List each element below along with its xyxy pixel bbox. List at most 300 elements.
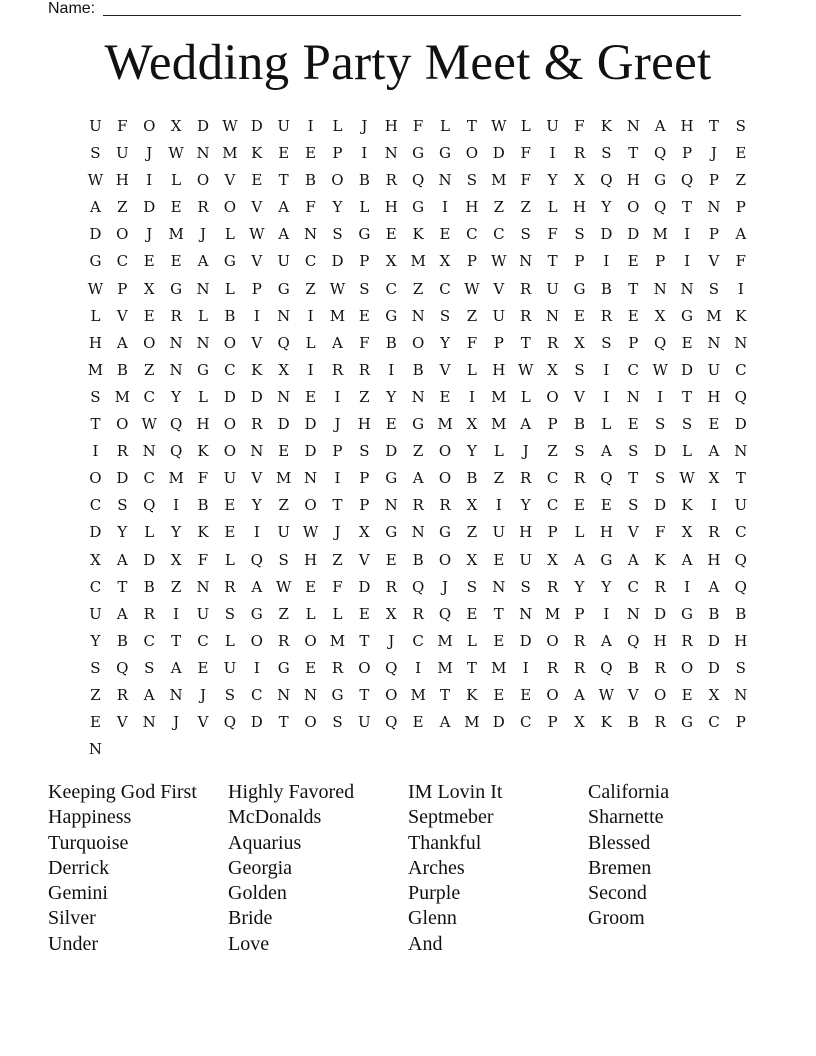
grid-letter: Q <box>734 550 747 569</box>
grid-letter: W <box>464 279 480 298</box>
grid-letter: C <box>251 685 263 704</box>
grid-letter: C <box>735 360 747 379</box>
grid-letter: Z <box>493 469 505 488</box>
grid-letter: G <box>681 713 694 732</box>
grid-letter: N <box>653 279 667 298</box>
grid-letter: R <box>143 604 155 623</box>
grid-letter: S <box>574 360 585 379</box>
grid-letter: K <box>654 550 666 569</box>
grid-letter: K <box>251 144 263 163</box>
grid-letter: F <box>197 469 209 488</box>
grid-letter: W <box>652 360 668 379</box>
grid-letter: E <box>197 658 209 677</box>
grid-letter: C <box>466 225 478 244</box>
grid-letter: Z <box>412 279 424 298</box>
grid-letter: K <box>412 225 424 244</box>
grid-letter: G <box>385 469 398 488</box>
grid-letter: I <box>737 279 744 298</box>
grid-letter: D <box>654 442 667 461</box>
grid-letter: H <box>384 117 398 135</box>
grid-letter: C <box>89 496 102 515</box>
grid-letter: I <box>334 469 341 488</box>
grid-letter: S <box>278 550 289 569</box>
grid-letter: P <box>547 415 558 434</box>
grid-letter: G <box>600 550 613 569</box>
grid-letter: M <box>706 306 722 325</box>
word-list-item: Happiness <box>48 806 132 829</box>
grid-letter: S <box>574 442 585 461</box>
grid-letter: N <box>277 306 291 325</box>
grid-letter: J <box>146 144 153 163</box>
grid-letter: R <box>116 442 128 461</box>
grid-letter: N <box>492 577 506 596</box>
grid-letter: R <box>600 306 613 325</box>
grid-letter: C <box>519 713 532 732</box>
grid-letter: R <box>197 198 209 217</box>
grid-letter: I <box>334 387 341 406</box>
grid-letter: H <box>707 387 721 406</box>
grid-letter: A <box>116 333 128 352</box>
grid-letter: L <box>198 306 208 325</box>
word-list-item: Second <box>588 882 647 905</box>
grid-letter: H <box>196 415 210 434</box>
grid-letter: K <box>600 117 612 135</box>
grid-letter: G <box>250 604 263 623</box>
grid-letter: A <box>143 685 155 704</box>
grid-letter: A <box>332 333 343 352</box>
grid-letter: G <box>89 252 102 271</box>
grid-letter: S <box>735 658 746 677</box>
grid-letter: N <box>196 144 210 163</box>
grid-letter: B <box>466 469 478 488</box>
grid-letter: E <box>466 604 478 623</box>
grid-letter: K <box>251 360 263 379</box>
grid-letter: P <box>493 333 504 352</box>
grid-letter: Z <box>278 496 289 515</box>
word-list-item: California <box>588 781 670 803</box>
grid-letter: O <box>196 171 210 190</box>
grid-letter: Z <box>117 198 128 217</box>
grid-letter: Q <box>385 658 398 677</box>
grid-letter: E <box>305 387 317 406</box>
grid-letter: Q <box>116 658 129 677</box>
grid-letter: R <box>412 496 424 515</box>
grid-letter: N <box>707 333 721 352</box>
grid-letter: R <box>520 469 532 488</box>
grid-letter: L <box>224 279 235 298</box>
grid-letter: K <box>197 442 209 461</box>
grid-letter: T <box>708 117 719 135</box>
grid-letter: Z <box>547 442 558 461</box>
grid-letter: T <box>278 171 289 190</box>
grid-letter: A <box>574 685 585 704</box>
grid-letter: D <box>627 225 640 244</box>
grid-letter: M <box>410 252 426 271</box>
grid-letter: J <box>200 225 207 244</box>
grid-letter: G <box>573 279 586 298</box>
grid-letter: N <box>519 604 533 623</box>
grid-letter: A <box>600 631 612 650</box>
grid-letter: C <box>546 496 559 515</box>
word-list-item: Sharnette <box>588 806 664 829</box>
grid-letter: R <box>546 333 559 352</box>
grid-letter: H <box>626 171 640 190</box>
grid-letter: F <box>117 117 128 135</box>
grid-letter: U <box>277 117 290 135</box>
grid-letter: W <box>87 279 104 298</box>
grid-letter: Q <box>277 333 290 352</box>
grid-letter: I <box>603 604 610 623</box>
grid-letter: S <box>439 306 451 325</box>
grid-letter: K <box>600 713 612 732</box>
grid-letter: A <box>90 198 101 217</box>
grid-letter: L <box>493 442 504 461</box>
grid-letter: E <box>251 171 263 190</box>
word-list-item: Turquoise <box>48 831 129 854</box>
grid-letter: R <box>654 577 666 596</box>
grid-letter: H <box>465 198 479 217</box>
grid-letter: Q <box>169 442 183 461</box>
grid-letter: N <box>519 252 533 271</box>
grid-letter: L <box>466 631 477 650</box>
grid-letter: V <box>197 713 209 732</box>
grid-letter: I <box>603 387 610 406</box>
grid-letter: R <box>278 631 290 650</box>
grid-letter: I <box>657 387 664 406</box>
grid-letter: G <box>412 198 425 217</box>
grid-letter: H <box>653 631 667 650</box>
grid-letter: B <box>116 631 128 650</box>
grid-letter: L <box>440 117 450 135</box>
grid-letter: E <box>627 415 639 434</box>
grid-letter: O <box>304 713 317 732</box>
grid-letter: S <box>601 144 612 163</box>
grid-letter: U <box>277 252 290 271</box>
grid-letter: L <box>520 387 531 406</box>
grid-letter: S <box>655 415 666 434</box>
grid-letter: E <box>708 415 720 434</box>
grid-letter: Q <box>653 198 667 217</box>
grid-letter: F <box>305 198 316 217</box>
grid-letter: D <box>223 387 236 406</box>
grid-letter: R <box>573 144 586 163</box>
grid-letter: R <box>331 360 344 379</box>
grid-letter: E <box>305 658 317 677</box>
grid-letter: T <box>628 469 639 488</box>
grid-letter: E <box>305 577 317 596</box>
grid-letter: V <box>251 469 263 488</box>
grid-letter: T <box>628 279 639 298</box>
grid-letter: J <box>522 442 529 461</box>
grid-letter: Y <box>386 387 397 406</box>
grid-letter: O <box>546 685 559 704</box>
grid-letter: W <box>222 117 238 135</box>
grid-letter: G <box>331 685 344 704</box>
grid-letter: E <box>681 685 693 704</box>
grid-letter: P <box>251 279 262 298</box>
grid-letter: I <box>146 171 153 190</box>
grid-letter: Q <box>250 550 263 569</box>
grid-letter: N <box>626 604 640 623</box>
grid-letter: S <box>628 496 639 515</box>
grid-letter: N <box>680 279 694 298</box>
grid-letter: Q <box>600 469 613 488</box>
grid-letter: D <box>600 225 613 244</box>
grid-letter: I <box>415 658 422 677</box>
grid-letter: F <box>654 523 666 542</box>
grid-letter: S <box>144 658 155 677</box>
grid-letter: Z <box>466 306 478 325</box>
grid-letter: N <box>196 577 210 596</box>
grid-letter: X <box>547 550 558 569</box>
grid-letter: P <box>735 198 746 217</box>
grid-letter: C <box>224 360 236 379</box>
grid-letter: G <box>439 144 452 163</box>
grid-letter: P <box>332 442 343 461</box>
grid-letter: S <box>359 279 370 298</box>
grid-letter: O <box>653 685 667 704</box>
grid-letter: F <box>520 144 531 163</box>
grid-letter: A <box>708 577 720 596</box>
grid-letter: F <box>547 225 558 244</box>
grid-letter: I <box>522 658 529 677</box>
grid-letter: O <box>546 387 559 406</box>
grid-letter: W <box>168 144 184 163</box>
grid-letter: I <box>307 117 314 135</box>
grid-letter: R <box>708 523 720 542</box>
grid-letter: F <box>359 333 370 352</box>
grid-letter: E <box>735 144 747 163</box>
grid-letter: B <box>600 279 612 298</box>
grid-letter: L <box>305 604 316 623</box>
grid-letter: H <box>357 415 371 434</box>
grid-letter: Y <box>601 577 612 596</box>
grid-letter: Z <box>412 442 424 461</box>
grid-letter: V <box>251 333 263 352</box>
grid-letter: V <box>116 713 128 732</box>
grid-letter: T <box>682 387 693 406</box>
grid-letter: G <box>358 225 371 244</box>
grid-letter: E <box>385 550 397 569</box>
grid-letter: R <box>385 171 397 190</box>
grid-letter: L <box>224 225 235 244</box>
grid-letter: X <box>574 171 585 190</box>
grid-letter: G <box>681 604 694 623</box>
grid-letter: O <box>627 198 640 217</box>
grid-letter: B <box>385 333 397 352</box>
grid-letter: S <box>90 387 101 406</box>
grid-letter: A <box>574 550 585 569</box>
grid-letter: J <box>334 523 341 542</box>
grid-letter: G <box>385 523 398 542</box>
grid-letter: R <box>331 658 344 677</box>
grid-letter: M <box>168 469 184 488</box>
grid-letter: R <box>654 713 666 732</box>
word-list-item: Love <box>228 932 270 955</box>
grid-letter: Z <box>170 577 182 596</box>
grid-letter: Z <box>278 604 289 623</box>
grid-letter: L <box>332 604 343 623</box>
grid-letter: Z <box>305 279 316 298</box>
grid-letter: L <box>601 415 612 434</box>
grid-letter: Z <box>332 550 343 569</box>
grid-letter: N <box>250 442 264 461</box>
grid-letter: Y <box>171 523 182 542</box>
grid-letter: N <box>734 442 748 461</box>
grid-letter: I <box>173 496 180 515</box>
grid-letter: R <box>412 604 424 623</box>
grid-letter: E <box>412 713 424 732</box>
grid-letter: B <box>573 415 585 434</box>
grid-letter: P <box>332 144 343 163</box>
grid-letter: P <box>574 252 585 271</box>
grid-letter: U <box>358 713 371 732</box>
grid-letter: A <box>735 225 747 244</box>
grid-letter: F <box>332 577 343 596</box>
grid-letter: T <box>440 685 451 704</box>
grid-letter: K <box>681 496 693 515</box>
grid-letter: K <box>197 523 209 542</box>
grid-letter: Y <box>90 631 101 650</box>
grid-letter: P <box>735 713 746 732</box>
grid-letter: A <box>681 550 693 569</box>
grid-letter: E <box>89 713 101 732</box>
grid-letter: D <box>89 225 102 244</box>
grid-letter: G <box>385 306 398 325</box>
grid-letter: U <box>89 117 102 135</box>
grid-letter: Z <box>144 360 155 379</box>
grid-letter: H <box>519 523 533 542</box>
grid-letter: Q <box>680 171 694 190</box>
grid-letter: C <box>412 631 424 650</box>
grid-letter: N <box>277 685 291 704</box>
grid-letter: I <box>307 360 314 379</box>
grid-letter: G <box>654 171 667 190</box>
grid-letter: S <box>466 577 478 596</box>
grid-letter: X <box>574 713 585 732</box>
grid-letter: R <box>573 658 586 677</box>
grid-letter: Y <box>547 171 558 190</box>
grid-letter: S <box>90 658 101 677</box>
grid-letter: U <box>734 496 748 515</box>
grid-letter: S <box>520 577 531 596</box>
grid-letter: X <box>439 252 451 271</box>
grid-letter: C <box>385 279 397 298</box>
grid-letter: Y <box>601 198 612 217</box>
grid-letter: E <box>385 225 397 244</box>
grid-letter: L <box>520 117 531 135</box>
grid-letter: N <box>384 496 398 515</box>
grid-letter: E <box>143 252 155 271</box>
grid-letter: O <box>89 469 102 488</box>
word-list-item: Bride <box>228 907 273 930</box>
grid-letter: R <box>358 360 370 379</box>
word-list-item: Keeping God First <box>48 781 197 803</box>
grid-letter: O <box>411 333 425 352</box>
grid-letter: P <box>708 225 719 244</box>
grid-letter: D <box>304 415 317 434</box>
grid-letter: M <box>652 225 668 244</box>
grid-letter: U <box>519 550 533 569</box>
grid-letter: I <box>253 306 260 325</box>
grid-letter: N <box>411 523 425 542</box>
grid-letter: R <box>170 306 182 325</box>
grid-letter: D <box>654 496 667 515</box>
grid-letter: E <box>385 415 397 434</box>
grid-letter: C <box>143 631 155 650</box>
word-list-item: Groom <box>588 907 645 930</box>
grid-letter: P <box>359 252 370 271</box>
grid-letter: M <box>114 387 131 406</box>
grid-letter: Y <box>440 333 450 352</box>
grid-letter: Q <box>653 333 667 352</box>
grid-letter: P <box>547 523 558 542</box>
grid-letter: N <box>734 333 748 352</box>
grid-letter: O <box>358 658 371 677</box>
grid-letter: M <box>491 171 507 190</box>
grid-letter: W <box>679 469 695 488</box>
grid-letter: W <box>329 279 346 298</box>
grid-letter: X <box>654 306 666 325</box>
word-list-item: Silver <box>48 907 96 930</box>
grid-letter: E <box>278 442 290 461</box>
grid-letter: L <box>198 387 208 406</box>
grid-letter: Y <box>520 496 531 515</box>
grid-letter: P <box>655 252 666 271</box>
grid-letter: R <box>573 631 586 650</box>
grid-letter: S <box>681 415 693 434</box>
grid-letter: C <box>439 279 451 298</box>
grid-letter: O <box>223 333 237 352</box>
grid-letter: M <box>491 415 507 434</box>
grid-letter: L <box>224 631 235 650</box>
grid-letter: C <box>546 469 559 488</box>
grid-letter: W <box>249 225 265 244</box>
grid-letter: E <box>278 144 290 163</box>
grid-letter: B <box>143 577 155 596</box>
grid-letter: F <box>197 550 209 569</box>
grid-letter: V <box>708 252 720 271</box>
grid-letter: A <box>600 442 612 461</box>
grid-letter: N <box>169 333 183 352</box>
grid-letter: X <box>708 469 720 488</box>
grid-letter: M <box>222 144 238 163</box>
name-label: Name: <box>48 0 96 17</box>
grid-letter: W <box>141 415 157 434</box>
grid-letter: X <box>708 685 720 704</box>
grid-letter: X <box>359 523 370 542</box>
grid-letter: A <box>170 658 182 677</box>
grid-letter: H <box>572 198 587 217</box>
grid-letter: J <box>442 577 449 596</box>
grid-letter: N <box>438 171 452 190</box>
grid-letter: N <box>169 360 183 379</box>
grid-letter: G <box>439 523 452 542</box>
grid-letter: D <box>385 442 398 461</box>
grid-letter: I <box>603 360 610 379</box>
grid-letter: A <box>278 198 290 217</box>
grid-letter: D <box>492 144 505 163</box>
grid-letter: D <box>492 713 505 732</box>
word-list-item: Golden <box>228 882 287 905</box>
grid-letter: D <box>89 523 102 542</box>
grid-letter: A <box>116 550 128 569</box>
grid-letter: E <box>493 631 505 650</box>
grid-letter: T <box>735 469 746 488</box>
grid-letter: H <box>115 171 129 190</box>
grid-letter: C <box>143 387 155 406</box>
word-list-item: Glenn <box>408 907 457 930</box>
